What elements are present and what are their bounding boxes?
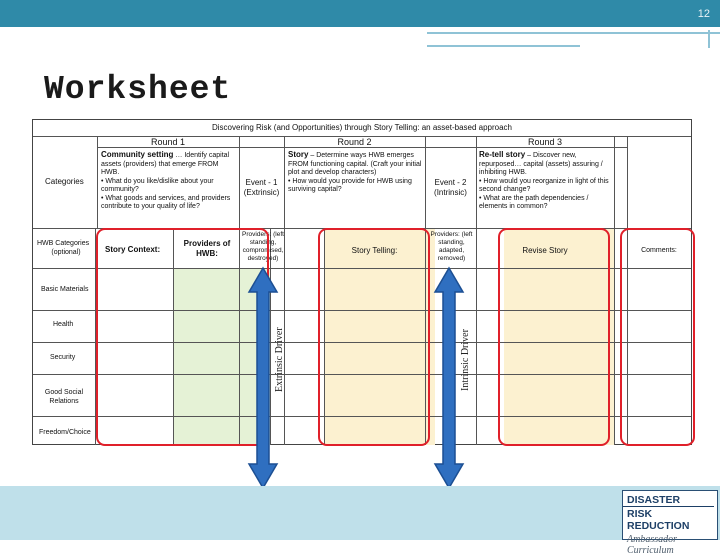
event-1-label: Event - 1: [245, 178, 278, 187]
row-label-health: Health: [53, 321, 74, 328]
decor-line: [427, 45, 580, 47]
providers-of-hwb-label: Providers of HWB:: [183, 239, 231, 258]
logo-line-2: RISK REDUCTION: [627, 508, 690, 532]
retell-text: – Discover new, repurposed… capital (assets) assuring / inhibiting HWB.: [479, 152, 603, 176]
community-setting-title: Community setting: [101, 150, 174, 159]
row-label-security: Security: [50, 354, 76, 361]
event-1-cell: [239, 178, 284, 198]
community-bullet-1: • What do you like/dislike about your community?: [101, 177, 214, 193]
header-bar: [0, 0, 720, 27]
event-2-cell: [425, 178, 476, 198]
revise-story-label: Revise Story: [522, 246, 568, 255]
intrinsic-driver-label: Intrinsic Driver: [460, 329, 471, 391]
decor-line: [427, 32, 720, 34]
hwb-categories-cell: [37, 240, 95, 257]
round-2-header: Round 2: [337, 137, 372, 147]
optional-label: (optional): [51, 248, 81, 256]
drr-logo: [622, 490, 718, 556]
comments-label: Comments:: [641, 247, 677, 254]
event-1-sub: (Extrinsic): [243, 188, 280, 197]
footer-bar: [0, 486, 720, 540]
categories-label: Categories: [45, 177, 84, 186]
community-bullet-2: • What goods and services, and providers contribute to your quality of life?: [101, 194, 231, 210]
community-setting-cell: [101, 151, 237, 212]
worksheet-banner: Discovering Risk (and Opportunities) through Story Telling: an asset-based approach: [211, 123, 512, 132]
providers-intrinsic-label: Providers: (left standing, adapted, removed): [430, 231, 473, 262]
event-2-label: Event - 2: [434, 178, 467, 187]
row-label-basic-materials: Basic Materials: [41, 286, 89, 293]
retell-bullet-1: • How would you reorganize in light of this second change?: [479, 177, 609, 193]
highlight-comments-box: [620, 228, 695, 446]
logo-line-1: DISASTER: [623, 494, 714, 507]
story-context-label: Story Context:: [105, 245, 161, 254]
retell-bullet-2: • What are the path dependencies / elements in common?: [479, 194, 589, 210]
round-3-header: Round 3: [527, 137, 563, 147]
row-label-freedom-choice: Freedom/Choice: [39, 429, 91, 436]
highlight-round3-box: [498, 228, 610, 446]
story-cell: [288, 151, 423, 195]
highlight-round2-box: [318, 228, 430, 446]
story-telling-label: Story Telling:: [351, 246, 398, 255]
story-text: – Determine ways HWB emerges FROM functioning capital. (Craft your initial plot and develop characters): [288, 152, 422, 176]
round-1-header: Round 1: [150, 137, 186, 147]
slide-number: 12: [697, 8, 710, 20]
providers-extrinsic-label: Providers: (left standing, compromised, destroyed): [242, 231, 284, 262]
retell-title: Re-tell story: [479, 150, 526, 159]
highlight-round1-box: [96, 228, 269, 446]
story-bullet: • How would you provide for HWB using surviving capital?: [288, 177, 412, 193]
event-2-sub: (Intrinsic): [434, 188, 467, 197]
decor-line: [708, 30, 710, 48]
logo-line-3: Ambassador Curriculum: [627, 534, 678, 556]
slide-title: Worksheet: [44, 71, 232, 108]
row-label-good-social-relations: Good Social Relations: [44, 389, 84, 405]
extrinsic-driver-label: Extrinsic Driver: [274, 327, 285, 392]
hwb-categories-label: HWB Categories: [37, 240, 90, 247]
retell-cell: [479, 151, 613, 212]
story-title: Story: [288, 150, 309, 159]
community-setting-text: … Identify capital assets (providers) that emerge FROM HWB.: [101, 152, 230, 176]
